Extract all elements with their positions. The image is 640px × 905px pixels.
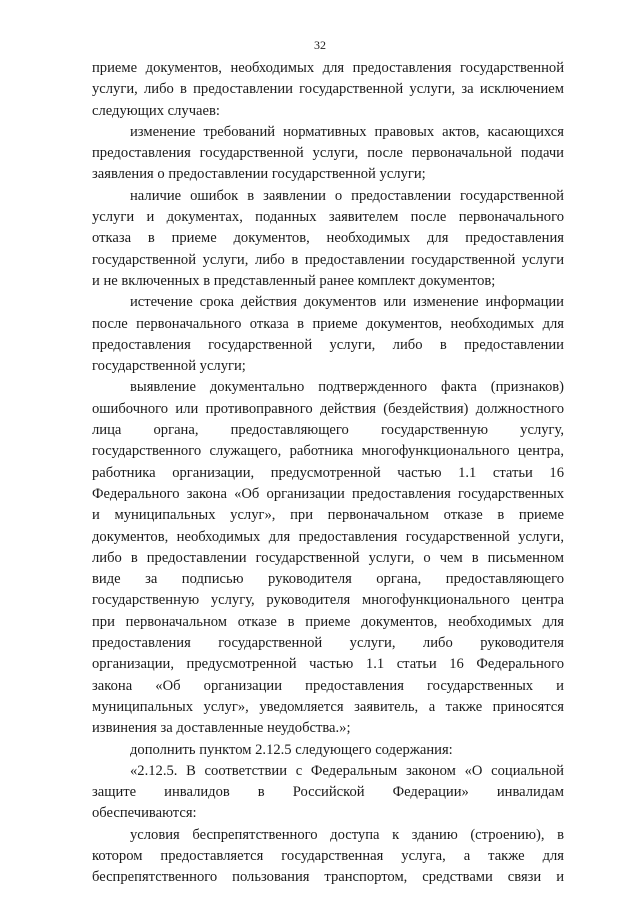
text-line: закона «Об организации предоставления государственных и	[92, 677, 564, 694]
text-line: наличие ошибок в заявлении о предоставлении государственной	[130, 187, 564, 204]
text-line: приеме документов, необходимых для предоставления государственной	[92, 60, 564, 76]
text-line: предоставления государственной услуги, после первоначальной подачи	[92, 145, 564, 162]
text-line: ошибочного или противоправного действия (бездействия) должностного	[92, 400, 564, 417]
text-line: условия беспрепятственного доступа к зданию (строению), в	[130, 826, 564, 843]
text-line: муниципальных услуг», уведомляется заявитель, а также приносятся	[92, 698, 564, 715]
text-line: «2.12.5. В соответствии с Федеральным законом «О социальной	[130, 762, 564, 779]
text-line: государственной услуги;	[92, 358, 246, 375]
text-line: услуги и документах, поданных заявителем после первоначального	[92, 209, 564, 226]
text-line: дополнить пунктом 2.12.5 следующего содержания:	[130, 741, 453, 758]
text-line: работника организации, предусмотренной частью 1.1 статьи 16	[92, 464, 564, 481]
text-line: виде за подписью руководителя органа, предоставляющего	[92, 571, 564, 588]
text-line: либо в предоставлении государственной услуги, о чем в письменном	[92, 549, 564, 566]
text-line: извинения за доставленные неудобства.»;	[92, 720, 351, 737]
text-line: обеспечиваются:	[92, 805, 197, 822]
text-line: после первоначального отказа в приеме документов, необходимых для	[92, 315, 564, 332]
page-number: 32	[314, 38, 326, 52]
text-line: и муниципальных услуг», при первоначальном отказе в приеме	[92, 507, 564, 524]
text-line: предоставления государственной услуги, либо руководителя	[92, 635, 564, 652]
document-body	[92, 58, 564, 889]
text-line: следующих случаев:	[92, 102, 220, 119]
text-line: заявления о предоставлении государственной услуги;	[92, 166, 426, 183]
text-line: при первоначальном отказе в приеме документов, необходимых для	[92, 613, 564, 630]
text-line: Федерального закона «Об организации предоставления государственных	[92, 485, 564, 502]
text-line: государственного служащего, работника многофункционального центра,	[92, 443, 564, 460]
text-line: предоставления государственной услуги, либо в предоставлении	[92, 336, 564, 353]
text-line: беспрепятственного пользования транспортом, средствами связи и	[92, 869, 564, 886]
text-line: отказа в приеме документов, необходимых для предоставления	[92, 230, 564, 247]
text-line: истечение срока действия документов или изменение информации	[130, 294, 564, 311]
text-line: документов, необходимых для предоставления государственной услуги,	[92, 528, 564, 545]
text-line: организации, предусмотренной частью 1.1 статьи 16 Федерального	[92, 656, 564, 673]
text-line: защите инвалидов в Российской Федерации» инвалидам	[92, 784, 564, 801]
text-line: услуги, либо в предоставлении государственной услуги, за исключением	[92, 81, 564, 98]
text-line: лица органа, предоставляющего государственную услугу,	[92, 422, 564, 439]
text-line: и не включенных в представленный ранее комплект документов;	[92, 272, 496, 289]
text-line: изменение требований нормативных правовых актов, касающихся	[130, 123, 564, 140]
text-line: котором предоставляется государственная услуга, а также для	[92, 847, 564, 864]
text-line: государственной услуги, либо в предоставлении государственной услуги	[92, 251, 564, 268]
text-line: государственную услугу, руководителя многофункционального центра	[92, 592, 564, 609]
text-line: выявление документально подтвержденного факта (признаков)	[130, 379, 564, 396]
